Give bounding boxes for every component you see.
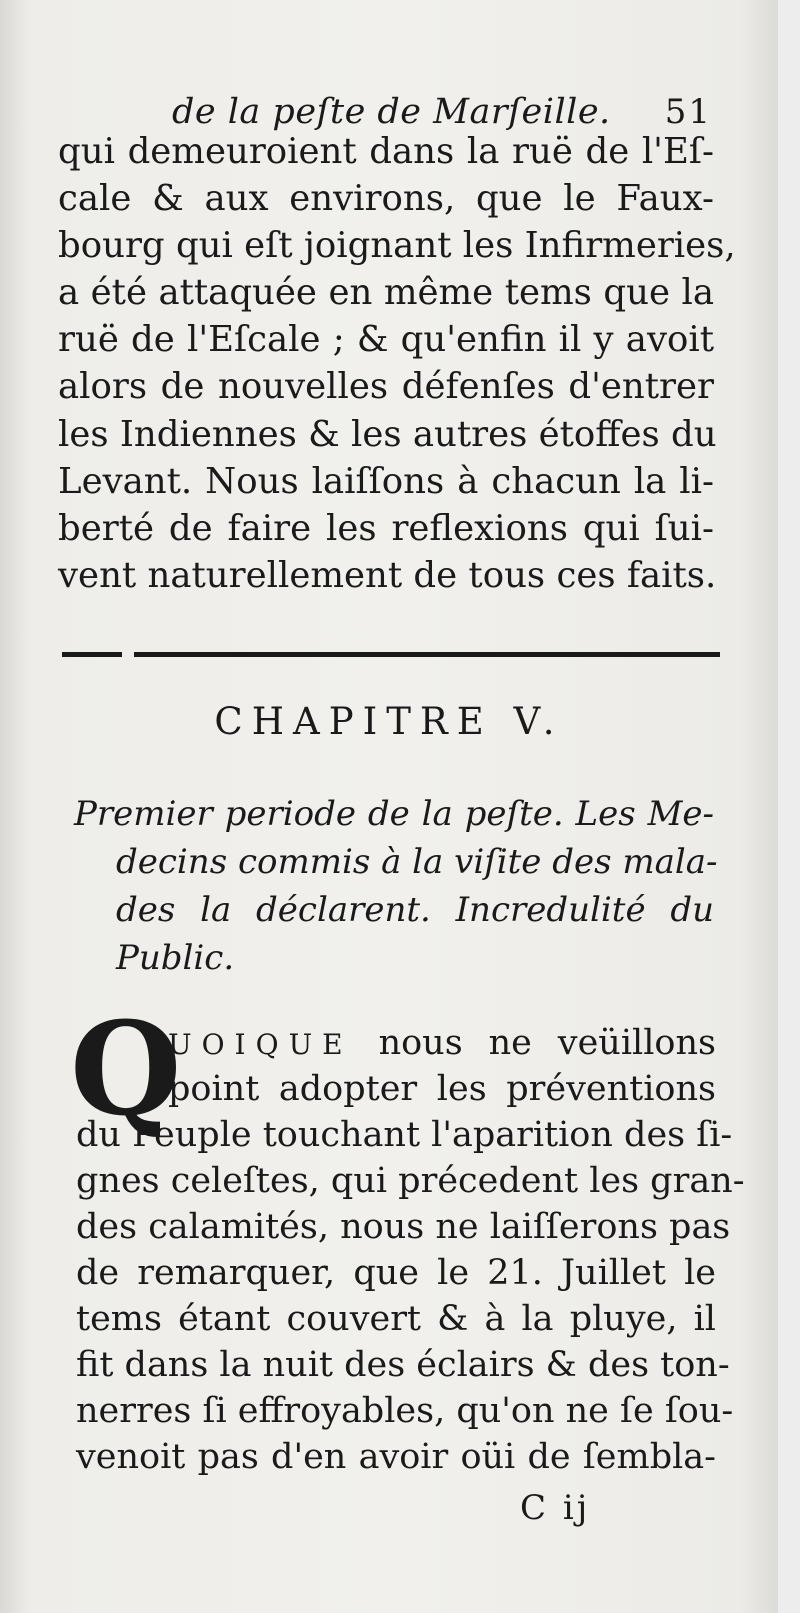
text-line: tems étant couvert & à la pluye, il xyxy=(76,1299,716,1339)
summary-line: Public. xyxy=(116,938,235,978)
text-line: a été attaquée en même tems que la xyxy=(58,272,714,314)
text-line: fit dans la nuit des éclairs & des ton- xyxy=(76,1345,730,1385)
text-line: les Indiennes & les autres étoffes du xyxy=(58,413,717,455)
text-line: ruë de l'Eſcale ; & qu'enfin il y avoit xyxy=(58,319,714,361)
divider-rule-gap xyxy=(122,651,134,658)
text-line: nerres ſi effroyables, qu'on ne ſe ſou- xyxy=(76,1391,734,1431)
text-line: Levant. Nous laiſſons à chacun la li- xyxy=(58,460,714,502)
text-line: point adopter les préventions xyxy=(168,1069,716,1109)
summary-line: Premier periode de la peſte. Les Me- xyxy=(74,794,714,834)
drop-cap: Q xyxy=(70,995,182,1145)
text-line: berté de faire les reflexions qui ſui- xyxy=(58,507,714,549)
page-number: 51 xyxy=(664,92,712,132)
paragraph-1 xyxy=(58,128,736,599)
signature-mark: C ij xyxy=(520,1488,591,1528)
text-line: du Peuple touchant l'aparition des ſi- xyxy=(76,1115,733,1155)
text-line: gnes celeſtes, qui précedent les gran- xyxy=(76,1161,745,1201)
summary-line: des la déclarent. Incredulité du xyxy=(116,890,714,930)
chapter-summary xyxy=(74,790,718,982)
text-line: alors de nouvelles défenſes d'entrer xyxy=(58,366,714,408)
first-line xyxy=(76,1020,716,1066)
first-line-rest: nous ne veüillons xyxy=(378,1023,716,1063)
text-line: de remarquer, que le 21. Juillet le xyxy=(76,1253,716,1293)
page-edge xyxy=(778,0,800,1613)
text-line: vent naturellement de tous ces faits. xyxy=(58,554,717,596)
text-line: qui demeuroient dans la ruë de l'Eſ- xyxy=(58,131,714,172)
text-line: bourg qui eſt joignant les Infirmeries, xyxy=(58,225,736,267)
chapter-divider-rule xyxy=(62,652,720,657)
paragraph-2 xyxy=(76,1020,745,1480)
chapter-heading: CHAPITRE V. xyxy=(214,700,564,743)
running-title: de la peſte de Marſeille. xyxy=(172,92,611,132)
summary-line: decins commis à la viſite des mala- xyxy=(116,842,718,882)
first-word-small-caps: UOIQUE xyxy=(168,1028,353,1061)
text-line: cale & aux environs, que le Faux- xyxy=(58,178,714,220)
text-line: venoit pas d'en avoir oüi de ſembla- xyxy=(76,1437,716,1477)
text-line: des calamités, nous ne laiſſerons pas xyxy=(76,1207,731,1247)
